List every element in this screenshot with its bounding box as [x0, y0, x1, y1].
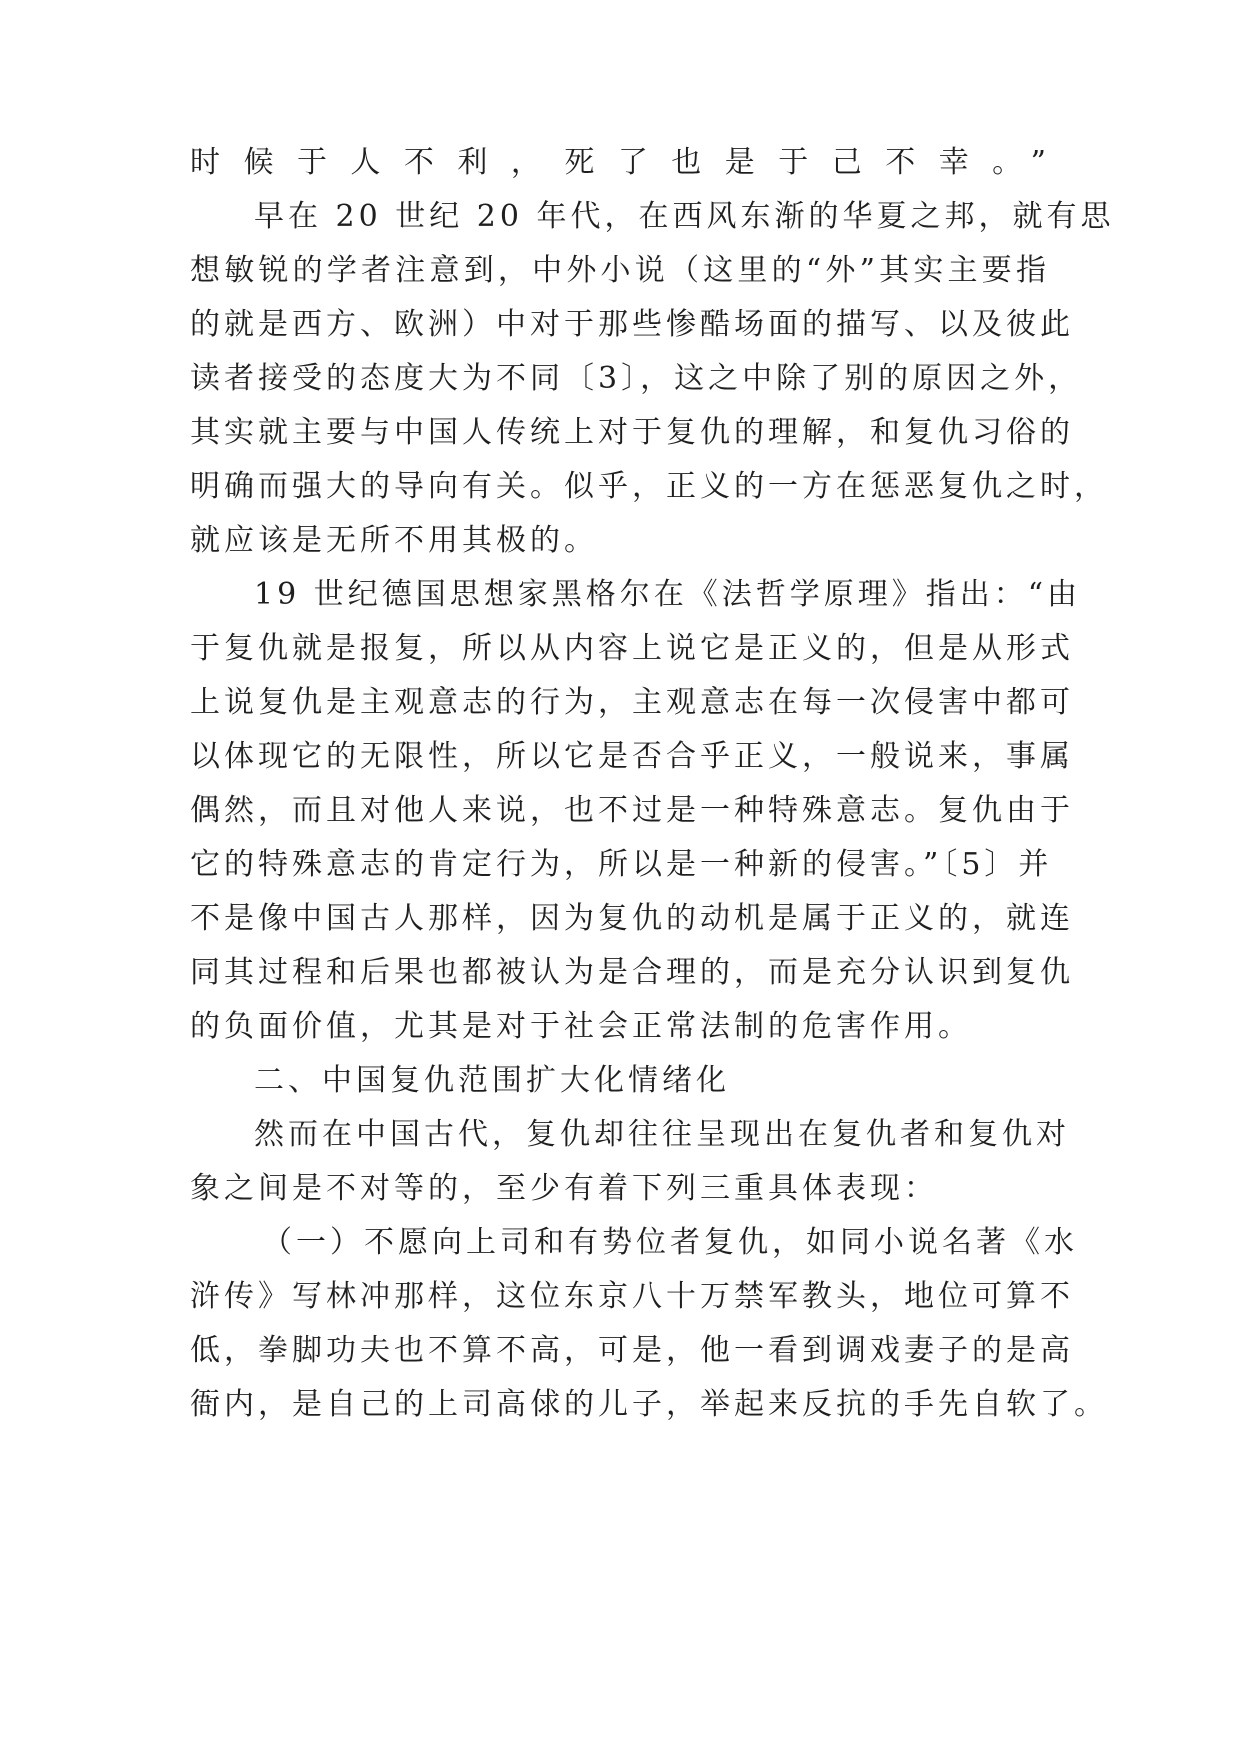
text-line: 19 世纪德国思想家黑格尔在《法哲学原理》指出：“由: [254, 577, 1082, 612]
text-line: 上说复仇是主观意志的行为，主观意志在每一次侵害中都可: [190, 685, 1074, 720]
text-line: 于复仇就是报复，所以从内容上说它是正义的，但是从形式: [190, 631, 1074, 666]
text-line: 想敏锐的学者注意到，中外小说（这里的“外”其实主要指: [190, 253, 1050, 288]
text-line: 它的特殊意志的肯定行为，所以是一种新的侵害。”〔5〕并: [190, 847, 1053, 882]
text-line: 象之间是不对等的，至少有着下列三重具体表现：: [190, 1171, 938, 1206]
text-line: 以体现它的无限性，所以它是否合乎正义，一般说来，事属: [190, 739, 1074, 774]
text-line: 不是像中国古人那样，因为复仇的动机是属于正义的，就连: [190, 901, 1074, 936]
text-line: 同其过程和后果也都被认为是合理的，而是充分认识到复仇: [190, 955, 1074, 990]
text-line: 的负面价值，尤其是对于社会正常法制的危害作用。: [190, 1009, 972, 1044]
text-line: 然而在中国古代，复仇却往往呈现出在复仇者和复仇对: [254, 1117, 1070, 1152]
section-heading: 二、中国复仇范围扩大化情绪化: [254, 1063, 730, 1098]
text-line: 偶然，而且对他人来说，也不过是一种特殊意志。复仇由于: [190, 793, 1074, 828]
text-line: 其实就主要与中国人传统上对于复仇的理解，和复仇习俗的: [190, 415, 1074, 450]
text-line: （一）不愿向上司和有势位者复仇，如同小说名著《水: [262, 1225, 1078, 1260]
text-line: 衙内，是自己的上司高俅的儿子，举起来反抗的手先自软了。: [190, 1387, 1108, 1422]
text-line: 低，拳脚功夫也不算不高，可是，他一看到调戏妻子的是高: [190, 1333, 1074, 1368]
text-line: 明确而强大的导向有关。似乎，正义的一方在惩恶复仇之时，: [190, 469, 1108, 504]
text-line: 早在 20 世纪 20 年代，在西风东渐的华夏之邦，就有思: [254, 199, 1115, 234]
text-line: 时候于人不利，死了也是于己不幸。”: [190, 145, 1050, 180]
text-line: 读者接受的态度大为不同〔3〕，这之中除了别的原因之外，: [190, 361, 1083, 396]
text-line: 的就是西方、欧洲）中对于那些惨酷场面的描写、以及彼此: [190, 307, 1074, 342]
text-line: 就应该是无所不用其极的。: [190, 523, 598, 558]
text-line: 浒传》写林冲那样，这位东京八十万禁军教头，地位可算不: [190, 1279, 1074, 1314]
